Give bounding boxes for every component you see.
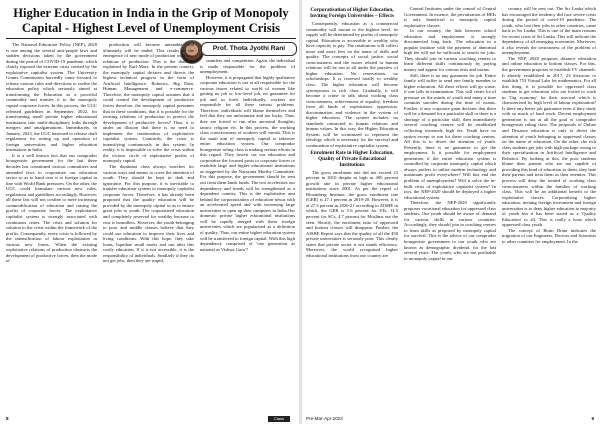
paragraph: country will be sent out. The Sri Lanka which has encouraged the tendency did face severe crisis during the period of covid-19 pandemic. The youth, who lost their jobs in other countries, came back to Sri Lanka. This is one of the main reasons for recent crisis of Sri Lanka. This will indicate the dependency of all emerging economies. Moreover, it also reveals the seriousness of the problem of unemployment. <box>502 6 596 56</box>
author-byline: Prof. Thota Jyothi Rani <box>201 42 297 56</box>
left-column-2 <box>103 42 194 412</box>
left-column-1 <box>6 42 97 412</box>
headline-rule <box>6 38 296 39</box>
paragraph: Still, there is no any guarantee for job. Entire family will suffer to send one family member to higher education. All these efforts will go waste, if one falls in examination. This will create lot of pressure on the minds of youth and many a time commits suicides during the time of exams. Further, if any corporate giant declares that there will be a demand for a particular skill or there is a shortage of a particular skill, then immediately several coaching centres will be established collecting extremely high fee. Youth have no option except to run for these coaching centres. All this is to divert the attention of youth. Presently, there is no guarantee to get the employment. Is it possible for employment generation if the entire education system is controlled by corporate monopoly capital which always prefers to utilise modern technology and maximum profit everywhere? Will this end the problem of unemployment? Will it solve the in-built crisis of exploitative capitalist system? In fact, the NEP-2020 should be deployed a higher educational system. <box>404 72 496 200</box>
paragraph: Therefore, the NEP-2020 significantly proposes vocational education for oppressed class students. Our youth should be aware of demand for various skills in various countries. Accordingly, they should join in coaching centres to learn skills as proposed by monopoly capital for survival. This is the advice of our comprador bourgeoisie government to our youth who are known as demographic dividend, for the last several years. The youth, who are not profitable to monopoly capital in our <box>404 200 496 261</box>
paragraph: In our country, the link between school education and employment is strongly disconnected long back. The education in a popular institute with the payment of abnormal high fee will not be sufficient to search for jobs. They should join in various coaching centres to learn different skills continuously by paying money and appear for various tests and exams. <box>404 28 496 73</box>
paragraph: The concept of Brain Drain indicates the migration of our Engineers, Doctors and Scientists to other countries for employment. In the <box>502 227 596 244</box>
left-column-3 <box>200 58 295 412</box>
right-column-2 <box>404 6 496 412</box>
paragraph: The NEP, 2020 proposes distance education and online education to bottom classes. For this, the government proposes to establish TV channels. It already established in 2017, 23 divisions to establish 753 Virtual Labs for mathematics. For all this thing, it is possible for oppressed class students to get education who are forced to work in 'Gig economy' for their survival which is characterised by high level of labour exploitation? Is there any better job guarantee even if they study with so much of hard work. Decent employment generation is not at all the goal of comprador bourgeoisie ruling class. The proposals of Online and Distance education is only to divert the attention of youth belonging to oppressed classes on the name of education. On the other, the rich class students get jobs with high package owing to their specialization in Artificial Intelligence and Robotics. By looking at this, the poor students blame their parents who are not capable of providing this kind of education to them; they hate their parents and treat them as their enemies. This process will deny the treated of working class consciousness within the families of working class. This will be an additional benefit to the exploitative classes. Corporatising higher education, inviting foreign investment and foreign universities is to deny higher education to majority of youth but it has been stated as a 'Quality Education' to all. This is really a hoax which oppressed class youth. <box>502 55 596 228</box>
paragraph: The National Education Policy (NEP), 2020 is one among the several anti-people laws and sudden decisions taken by the government during the period of COVID-19 pandemic which clearly exposed the extreme crisis created by the exploitative capitalist system. The University Grants Commission hurriedly came forward to release various rules and directions to realise the education policy which seriously aimed at transforming the Education as a powerful commodity and transfer it to the monopoly capital corporate forces. In this process, the UGC released guidelines in September, 2022, for transforming small private higher educational institutions into multi-disciplinary hubs through mergers and amalgamations. Immediately, in January, 2023, the UGC hastened to release draft regulations for setting up and operation of foreign universities and higher education institutions in India. <box>6 42 97 153</box>
paragraph: seamless and competition. Again, the individual is made responsible for the problem of unemployment. <box>200 58 295 75</box>
paragraph: The gross enrolment rate did not exceed 23 percent in 2010 despite as high as 400 percent growth rate in private higher educational institutions since 2001. As per the report of Bloomberg Institute, the gross enrolment rate (GER) is 27.1 percent in 2019-20. However, it is at 27.3 percent in 2020-21 according to AISHE in which, the GER is 5.6 percent for STs, 14.5 percent for SCs, 4.7 percent for Muslims out the seen. Shortly, the enrolment ratio of oppressed and bottom classes will disappear. Further, the AISHE Report says that the quality of all the 450 private universities is seriously poor. This clearly states that private sector is not stands efficiency. Moreover, the world recognised higher educational institutions from our country are <box>306 169 398 258</box>
paragraph: It is a well known fact that our comprador bourgeoisie government for the last three decades has constituted various committees and amended laws to corporatize our education sector so as to hand over it to foreign capital in line with World Bank pressures. On the other, the UGC could formulate various new rules, regulations and guidelines accordingly. However, all these fast will not confine to mere increasing commodification of education and raising the profits of corporate forces. The exploitative capitalist system is strongly associated with continuous crises. The crisis and solution for solution to the crisis within the framework of the profits. Consequently, every crisis is followed by the intensification of labour exploitation in various new forms. When the existing exploitative relations of production obstructs the development of productive forces, then the mode of <box>6 152 97 264</box>
section-heading: Corporatisation of Higher Education, Inviting Foreign Universities – Effects <box>309 7 395 19</box>
issue-date: Pre-Mar-Apr 2023 <box>306 416 343 421</box>
paragraph: Central Institutes under the control of Central Government. In essence, the privatisation of HEIs is only beneficial to monopoly capital exploitative classes. <box>404 6 496 28</box>
right-page-number: 9 <box>591 416 594 421</box>
left-page <box>0 0 300 427</box>
magazine-logo: Class Struggle <box>268 416 290 422</box>
paragraph: The dominant class always searches for various ways and means to cover the attention of youth. They should be kept in dark and ignorance. For this purpose, it is inevitable to transfer education system to monopoly capitalist corporate forces. Therefore, it has already been proposed that the quality education will be provided by the monopoly capital so as to ensure great jobs to youth. The corporatized education and completely reserved for wealthy because to cost is boundless. However, the youth belonging to poor and middle classes believe that they could use education to improve their lives and living conditions. With this hope, they take loans, liquidate small assets and run after this costly education. If it is not accessible, it is the responsibility of individuals. Similarly if they do not get jobs, then they are stupid, <box>103 164 194 264</box>
article-headline: Higher Education in India in the Grip of Monopoly Capital - Highest Level of Unemployment Crisis <box>13 6 289 35</box>
paragraph: production will become untenable and ultimately will be ended. This results in the emergence of new mode of production with new relations of production. This is the dialectic explained by Karl Marx. In the present context, the monopoly capital dictates and directs the highest technical progress in the form of Artificial Intelligence, Robotics, Big Data, Human Management and e-commerce. Therefore, the monopoly capital assumes that it could control the development of productive forces therefore, the monopoly capital presumes that in these conditions, that it is possible for the existing relations of production to protect the development of productive forces? Thus, it is under an illusion that there is no need to implement the continuation of exploitative capitalist system. Contrarily, the crisis is intensifying continuously in this system. In reality, it is impossible to solve the crisis within the vicious circle of exploitative profits of monopoly capital. <box>103 42 194 164</box>
paragraph: However, it is propagated that highly qualitative corporate education is not at all responsible for the various issues related to world of women like getting no job or low-level job, no guarantee for job and so forth. Individually, workers are responsible for all these serious problems. Therefore, individuals will blame themselves and feel that they are unfortunate and not lucky. Thus, they are forced to run after ancestral thoughts, tantric religion etc. In this process, the working class consciousness of workers will vanish. This is the main aim of monopoly capital to takeover entire education system. Our comprador bourgeoisie ruling class is making serious efforts in this regard. They lowest cut our education and corporatize the focused posts to corporate forces to establish large and higher educational institutions as suggested by the Narayana Murthy Committee. For this purpose, the government should be sent out from them lands funds. The two accelerates our dependency and trends will be strengthened as a dependent country. This is the exploitative aim behind the corporatization of education nexus with an accelerated speed and with increasing large universities to open up their campuses in India.Our domestic private higher educational institutions will be rapidly merged with these foreign universities which are popularised as a definition of quality. Thus, our entire higher education system will be transferred to foreign capital. With this high dependency comprised of 'one generation as national as Vishwa Guru'? <box>200 74 295 252</box>
paragraph: Consequently, education as a commercial commodity will mount to the highest level, its supply will be determined by profits of monopoly capital. Education is accessible to wealthy who have capacity to pay. The institutions will collect more and more fees on the name of skills and quality. The concepts of social justice, social consciousness and the issues related to human relations will be run at all under the purview of higher education. No reservations, no scholarships. It is reserved totally to wealthy class. The higher education will become synonymous to rich class. Gradually, it will become a crime to talk about working class consciousness, achievement of equality, freedom from all kinds of exploitation, oppression, discrimination and violence in the system of higher education. The system includes, no standards connected to human relations and human values. In this way, the Higher Education System will be scrutinized to represent the ideology which is necessary for the survival and continuation of exploitative capitalist system. <box>306 21 398 149</box>
right-column-3 <box>502 6 596 412</box>
section-heading: Enrolment Rate in Higher Education, Quality of Private Educational Institutions <box>310 149 394 168</box>
right-page <box>302 0 600 424</box>
right-column-1 <box>306 6 398 412</box>
left-page-number: 8 <box>6 416 9 421</box>
